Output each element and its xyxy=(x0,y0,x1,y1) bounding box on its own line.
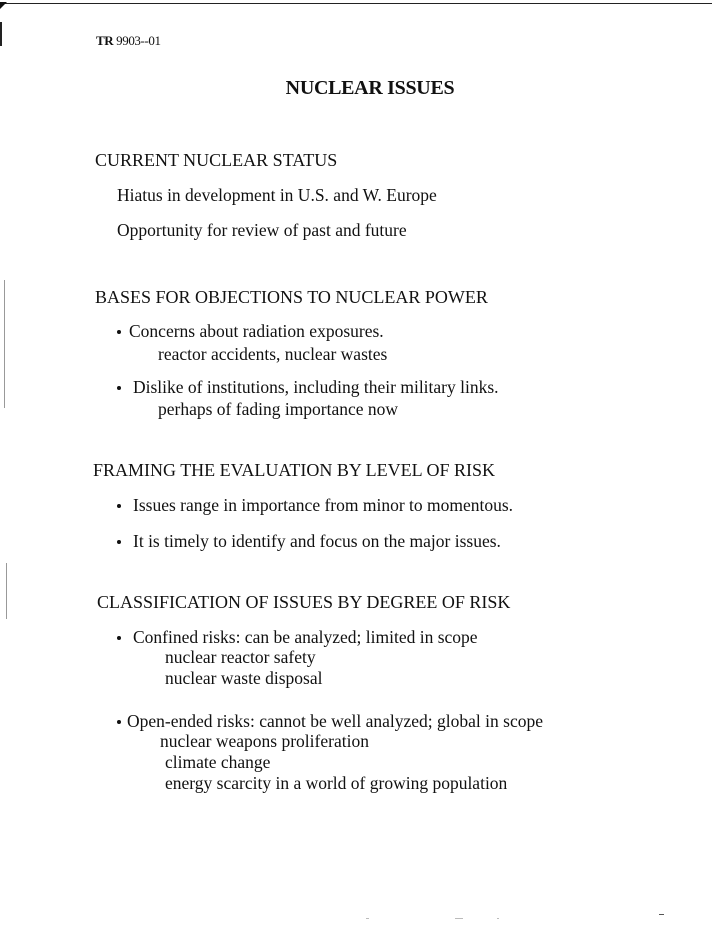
bullet-sub-line: nuclear reactor safety xyxy=(165,647,316,667)
margin-mark-lower xyxy=(6,563,7,619)
status-line-2: Opportunity for review of past and future xyxy=(117,220,407,240)
bullet-sub-line: nuclear weapons proliferation xyxy=(160,731,369,751)
bullet-dot xyxy=(117,720,121,724)
page-title: NUCLEAR ISSUES xyxy=(285,77,455,99)
bullet-sub-line: nuclear waste disposal xyxy=(165,668,323,688)
bullet-dot xyxy=(117,636,121,640)
bullet-item: Dislike of institutions, including their military links. xyxy=(117,377,499,398)
margin-mark-middle xyxy=(4,280,5,408)
margin-mark-top xyxy=(0,22,2,46)
bullet-item: Confined risks: can be analyzed; limited in scope xyxy=(117,627,478,648)
bullet-dot xyxy=(117,330,121,334)
section-heading-current-status: CURRENT NUCLEAR STATUS xyxy=(95,150,338,170)
section-heading-classification: CLASSIFICATION OF ISSUES BY DEGREE OF RISK xyxy=(97,592,511,612)
bullet-dot xyxy=(117,386,121,390)
scan-speck xyxy=(366,918,369,919)
bullet-item: Issues range in importance from minor to momentous. xyxy=(117,495,513,516)
bullet-item: It is timely to identify and focus on the major issues. xyxy=(117,531,501,552)
status-line-1: Hiatus in development in U.S. and W. Europe xyxy=(117,185,437,205)
section-heading-framing: FRAMING THE EVALUATION BY LEVEL OF RISK xyxy=(93,460,496,480)
corner-mark xyxy=(0,2,7,9)
bullet-dot xyxy=(117,540,121,544)
top-rule xyxy=(0,3,712,4)
scan-speck xyxy=(659,914,664,915)
bullet-sub-line: perhaps of fading importance now xyxy=(158,399,399,419)
document-id: TR 9903--01 xyxy=(96,33,161,48)
bullet-item: Concerns about radiation exposures. xyxy=(117,321,384,342)
scan-speck xyxy=(455,918,463,919)
bullet-sub-line: reactor accidents, nuclear wastes xyxy=(158,344,388,364)
bullet-sub-line: climate change xyxy=(165,752,271,772)
bullet-dot xyxy=(117,504,121,508)
scan-speck xyxy=(497,918,499,919)
bullet-sub-line: energy scarcity in a world of growing population xyxy=(165,773,508,793)
bullet-item: Open-ended risks: cannot be well analyzed; global in scope xyxy=(117,711,543,732)
section-heading-objections: BASES FOR OBJECTIONS TO NUCLEAR POWER xyxy=(95,287,488,307)
